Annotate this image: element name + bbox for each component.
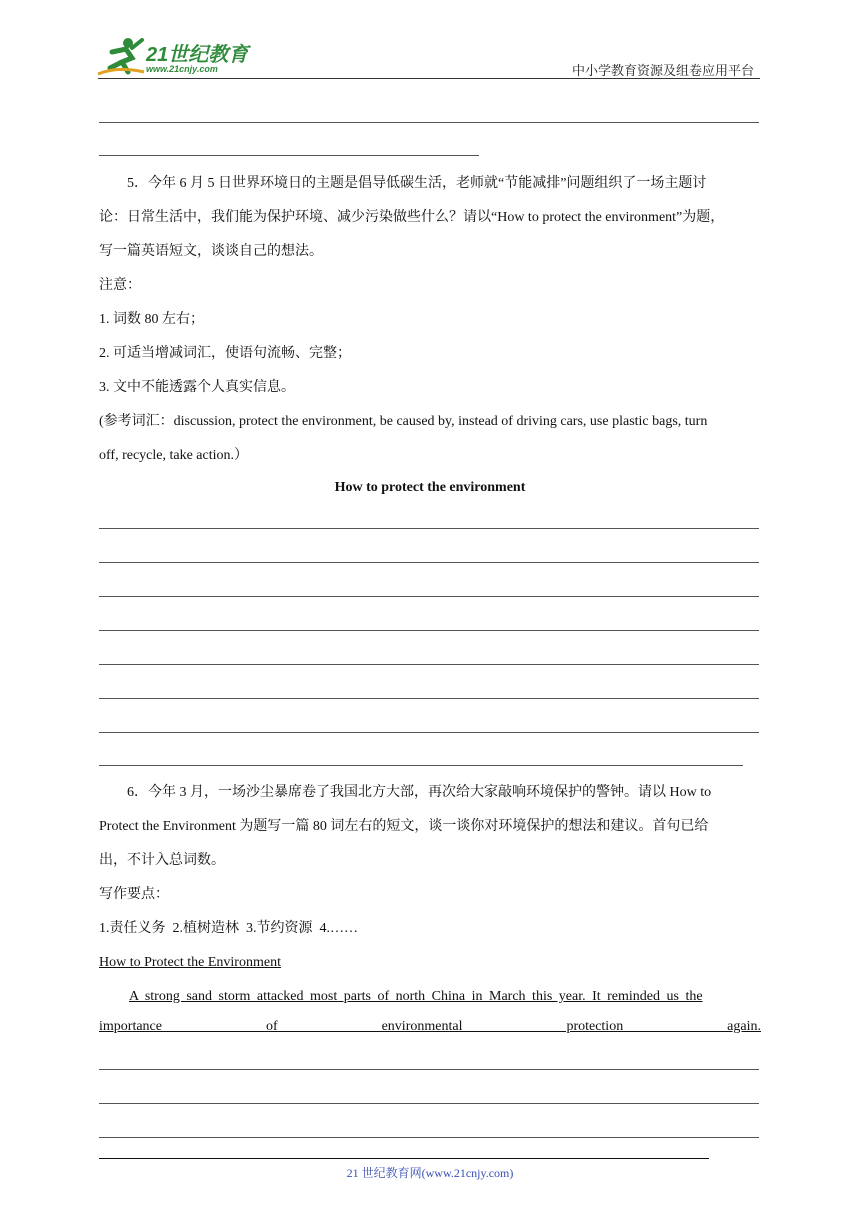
writing-line: [99, 1103, 759, 1104]
q6-first-sentence-line1: A strong sand storm attacked most parts of north China in March this year. It reminded us the: [129, 989, 703, 1004]
q5-note-item: 3. 文中不能透露个人真实信息。: [99, 380, 295, 395]
writing-line: [99, 1069, 759, 1070]
logo-text: 21世纪教育: [146, 44, 249, 66]
q5-prompt-line1: 5．今年 6 月 5 日世界环境日的主题是倡导低碳生活，老师就“节能减排”问题组织了一场主题讨: [127, 176, 707, 191]
q5-note-item: 2. 可适当增减词汇，使语句流畅、完整；: [99, 346, 351, 361]
writing-line: [99, 1137, 759, 1138]
writing-line: [99, 664, 759, 665]
q5-reference-vocab-line1: (参考词汇：discussion, protect the environment, be caused by, instead of driving cars, use plastic bags, turn: [99, 414, 708, 429]
q5-prompt-line2: 论：日常生活中，我们能为保护环境、减少污染做些什么？请以“How to protect the environment”为题，: [99, 210, 725, 225]
footer-text: 21 世纪教育网(www.21cnjy.com): [346, 1166, 514, 1180]
q5-note-item: 1. 词数 80 左右；: [99, 312, 204, 327]
q5-reference-vocab-line2: off, recycle, take action.）: [99, 448, 249, 463]
q6-points: 1.责任义务 2.植树造林 3.节约资源 4.……: [99, 921, 358, 936]
q6-prompt-line3: 出，不计入总词数。: [99, 853, 225, 868]
q6-prompt-line2: Protect the Environment 为题写一篇 80 词左右的短文，谈一谈你对环境保护的想法和建议。首句已给: [99, 819, 709, 834]
writing-line: [99, 630, 759, 631]
answer-line: [99, 155, 479, 156]
writing-line: [99, 698, 759, 699]
writing-line: [99, 528, 759, 529]
q6-first-sentence-line2: importance of environmental protection again.: [99, 1019, 761, 1034]
q5-prompt-line3: 写一篇英语短文，谈谈自己的想法。: [99, 244, 323, 259]
writing-line: [99, 765, 743, 766]
header-platform-text: 中小学教育资源及组卷应用平台: [571, 63, 754, 78]
answer-line: [99, 122, 759, 123]
q6-essay-title: How to Protect the Environment: [99, 955, 281, 970]
writing-line: [99, 732, 759, 733]
logo-url: www.21cnjy.com: [146, 64, 218, 74]
footer-divider: [99, 1158, 709, 1159]
runner-logo-icon: [92, 34, 148, 78]
writing-line: [99, 596, 759, 597]
q5-note-label: 注意：: [99, 278, 141, 293]
writing-line: [99, 562, 759, 563]
q6-points-label: 写作要点：: [99, 887, 169, 902]
q6-prompt-line1: 6．今年 3 月，一场沙尘暴席卷了我国北方大部，再次给大家敲响环境保护的警钟。请以 How to: [127, 785, 712, 800]
q5-essay-title: How to protect the environment: [334, 480, 526, 495]
header-divider: [98, 78, 760, 79]
